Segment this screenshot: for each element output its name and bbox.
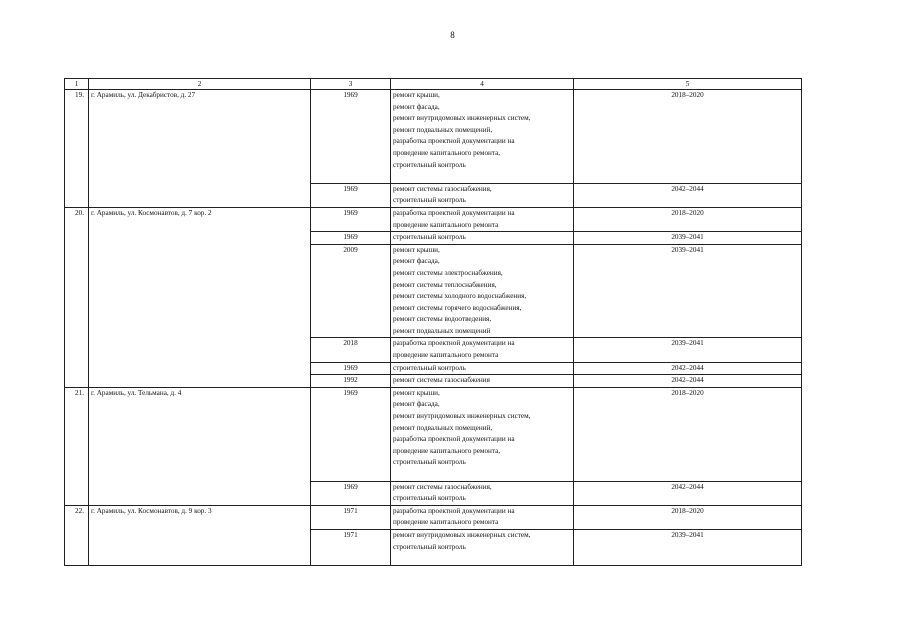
header-cell: 3 [311, 79, 391, 90]
work-item: проведение капитального ремонта [393, 518, 499, 527]
work-item: ремонт подвальных помещений [393, 326, 491, 335]
work-item: разработка проектной документации на [393, 137, 515, 146]
period-cell: 2042–2044 [574, 375, 802, 388]
year-cell: 1971 [311, 529, 391, 565]
spacer-line [393, 171, 571, 183]
period-cell: 2018–2020 [574, 387, 802, 481]
work-item: ремонт фасада, [393, 400, 440, 409]
work-item: разработка проектной документации на [393, 339, 515, 348]
period-cell: 2042–2044 [574, 183, 802, 207]
period-cell: 2042–2044 [574, 362, 802, 375]
year-cell: 1969 [311, 481, 391, 505]
address-cell: г. Арамиль, ул. Тельмана, д. 4 [89, 387, 311, 505]
repair-schedule-table [64, 78, 802, 566]
work-item: ремонт крыши, [393, 388, 440, 397]
works-cell [391, 362, 574, 375]
works-cell [391, 529, 574, 565]
table-row [65, 387, 802, 481]
address-cell: г. Арамиль, ул. Декабристов, д. 27 [89, 90, 311, 208]
year-cell: 2009 [311, 244, 391, 338]
year-cell: 1971 [311, 505, 391, 529]
work-item: разработка проектной документации на [393, 208, 515, 217]
row-number: 19. [65, 90, 89, 208]
year-cell: 1992 [311, 375, 391, 388]
address-cell: г. Арамиль, ул. Космонавтов, д. 9 кор. 3 [89, 505, 311, 565]
works-cell [391, 505, 574, 529]
period-cell: 2042–2044 [574, 481, 802, 505]
period-cell: 2018–2020 [574, 505, 802, 529]
work-item: ремонт системы газоснабжения, [393, 482, 492, 491]
work-item: ремонт системы газоснабжения [393, 376, 490, 385]
work-item: ремонт фасада, [393, 257, 440, 266]
period-cell: 2039–2041 [574, 232, 802, 245]
works-cell [391, 207, 574, 231]
work-item: строительный контроль [393, 494, 466, 503]
work-item: строительный контроль [393, 160, 466, 169]
work-item: ремонт системы электроснабжения, [393, 268, 503, 277]
works-cell [391, 244, 574, 338]
work-item: строительный контроль [393, 542, 466, 551]
work-item: ремонт внутридомовых инженерных систем, [393, 114, 531, 123]
header-cell: 4 [391, 79, 574, 90]
row-number: 22. [65, 505, 89, 565]
work-item: ремонт подвальных помещений, [393, 423, 493, 432]
works-cell [391, 338, 574, 362]
work-item: ремонт фасада, [393, 102, 440, 111]
spacer-line [393, 469, 571, 481]
address-cell: г. Арамиль, ул. Космонавтов, д. 7 кор. 2 [89, 207, 311, 387]
work-item: ремонт крыши, [393, 245, 440, 254]
work-item: строительный контроль [393, 196, 466, 205]
work-item: ремонт внутридомовых инженерных систем, [393, 530, 531, 539]
work-item: ремонт системы водоотведения, [393, 315, 492, 324]
row-number: 20. [65, 207, 89, 387]
work-item: ремонт системы горячего водоснабжения, [393, 303, 522, 312]
table-row [65, 90, 802, 184]
works-cell [391, 183, 574, 207]
year-cell: 1969 [311, 183, 391, 207]
year-cell: 1969 [311, 362, 391, 375]
work-item: ремонт системы газоснабжения, [393, 184, 492, 193]
period-cell: 2039–2041 [574, 338, 802, 362]
table-row [65, 505, 802, 529]
work-item: разработка проектной документации на [393, 506, 515, 515]
page-number: 8 [450, 30, 455, 40]
work-item: разработка проектной документации на [393, 435, 515, 444]
work-item: строительный контроль [393, 363, 466, 372]
period-cell: 2018–2020 [574, 207, 802, 231]
year-cell: 1969 [311, 90, 391, 184]
header-cell: 5 [574, 79, 802, 90]
work-item: ремонт крыши, [393, 91, 440, 99]
works-cell [391, 481, 574, 505]
work-item: ремонт системы теплоснабжения, [393, 280, 497, 289]
work-item: проведение капитального ремонта [393, 220, 499, 229]
work-item: проведение капитального ремонта, [393, 446, 501, 455]
period-cell: 2039–2041 [574, 529, 802, 565]
work-item: строительный контроль [393, 458, 466, 467]
works-cell [391, 90, 574, 184]
work-item: проведение капитального ремонта [393, 351, 499, 360]
work-item: ремонт системы холодного водоснабжения, [393, 292, 527, 301]
work-item: ремонт подвальных помещений, [393, 125, 493, 134]
year-cell: 2018 [311, 338, 391, 362]
header-row [65, 79, 802, 90]
year-cell: 1969 [311, 232, 391, 245]
year-cell: 1969 [311, 387, 391, 481]
period-cell: 2039–2041 [574, 244, 802, 338]
works-cell [391, 232, 574, 245]
work-item: строительный контроль [393, 233, 466, 242]
table-body [65, 79, 802, 566]
period-cell: 2018–2020 [574, 90, 802, 184]
table-row [65, 207, 802, 231]
works-cell [391, 375, 574, 388]
work-item: ремонт внутридомовых инженерных систем, [393, 412, 531, 421]
year-cell: 1969 [311, 207, 391, 231]
row-number: 21. [65, 387, 89, 505]
header-cell: 1 [65, 79, 89, 90]
works-cell [391, 387, 574, 481]
work-item: проведение капитального ремонта, [393, 148, 501, 157]
spacer-line [393, 553, 571, 565]
header-cell: 2 [89, 79, 311, 90]
